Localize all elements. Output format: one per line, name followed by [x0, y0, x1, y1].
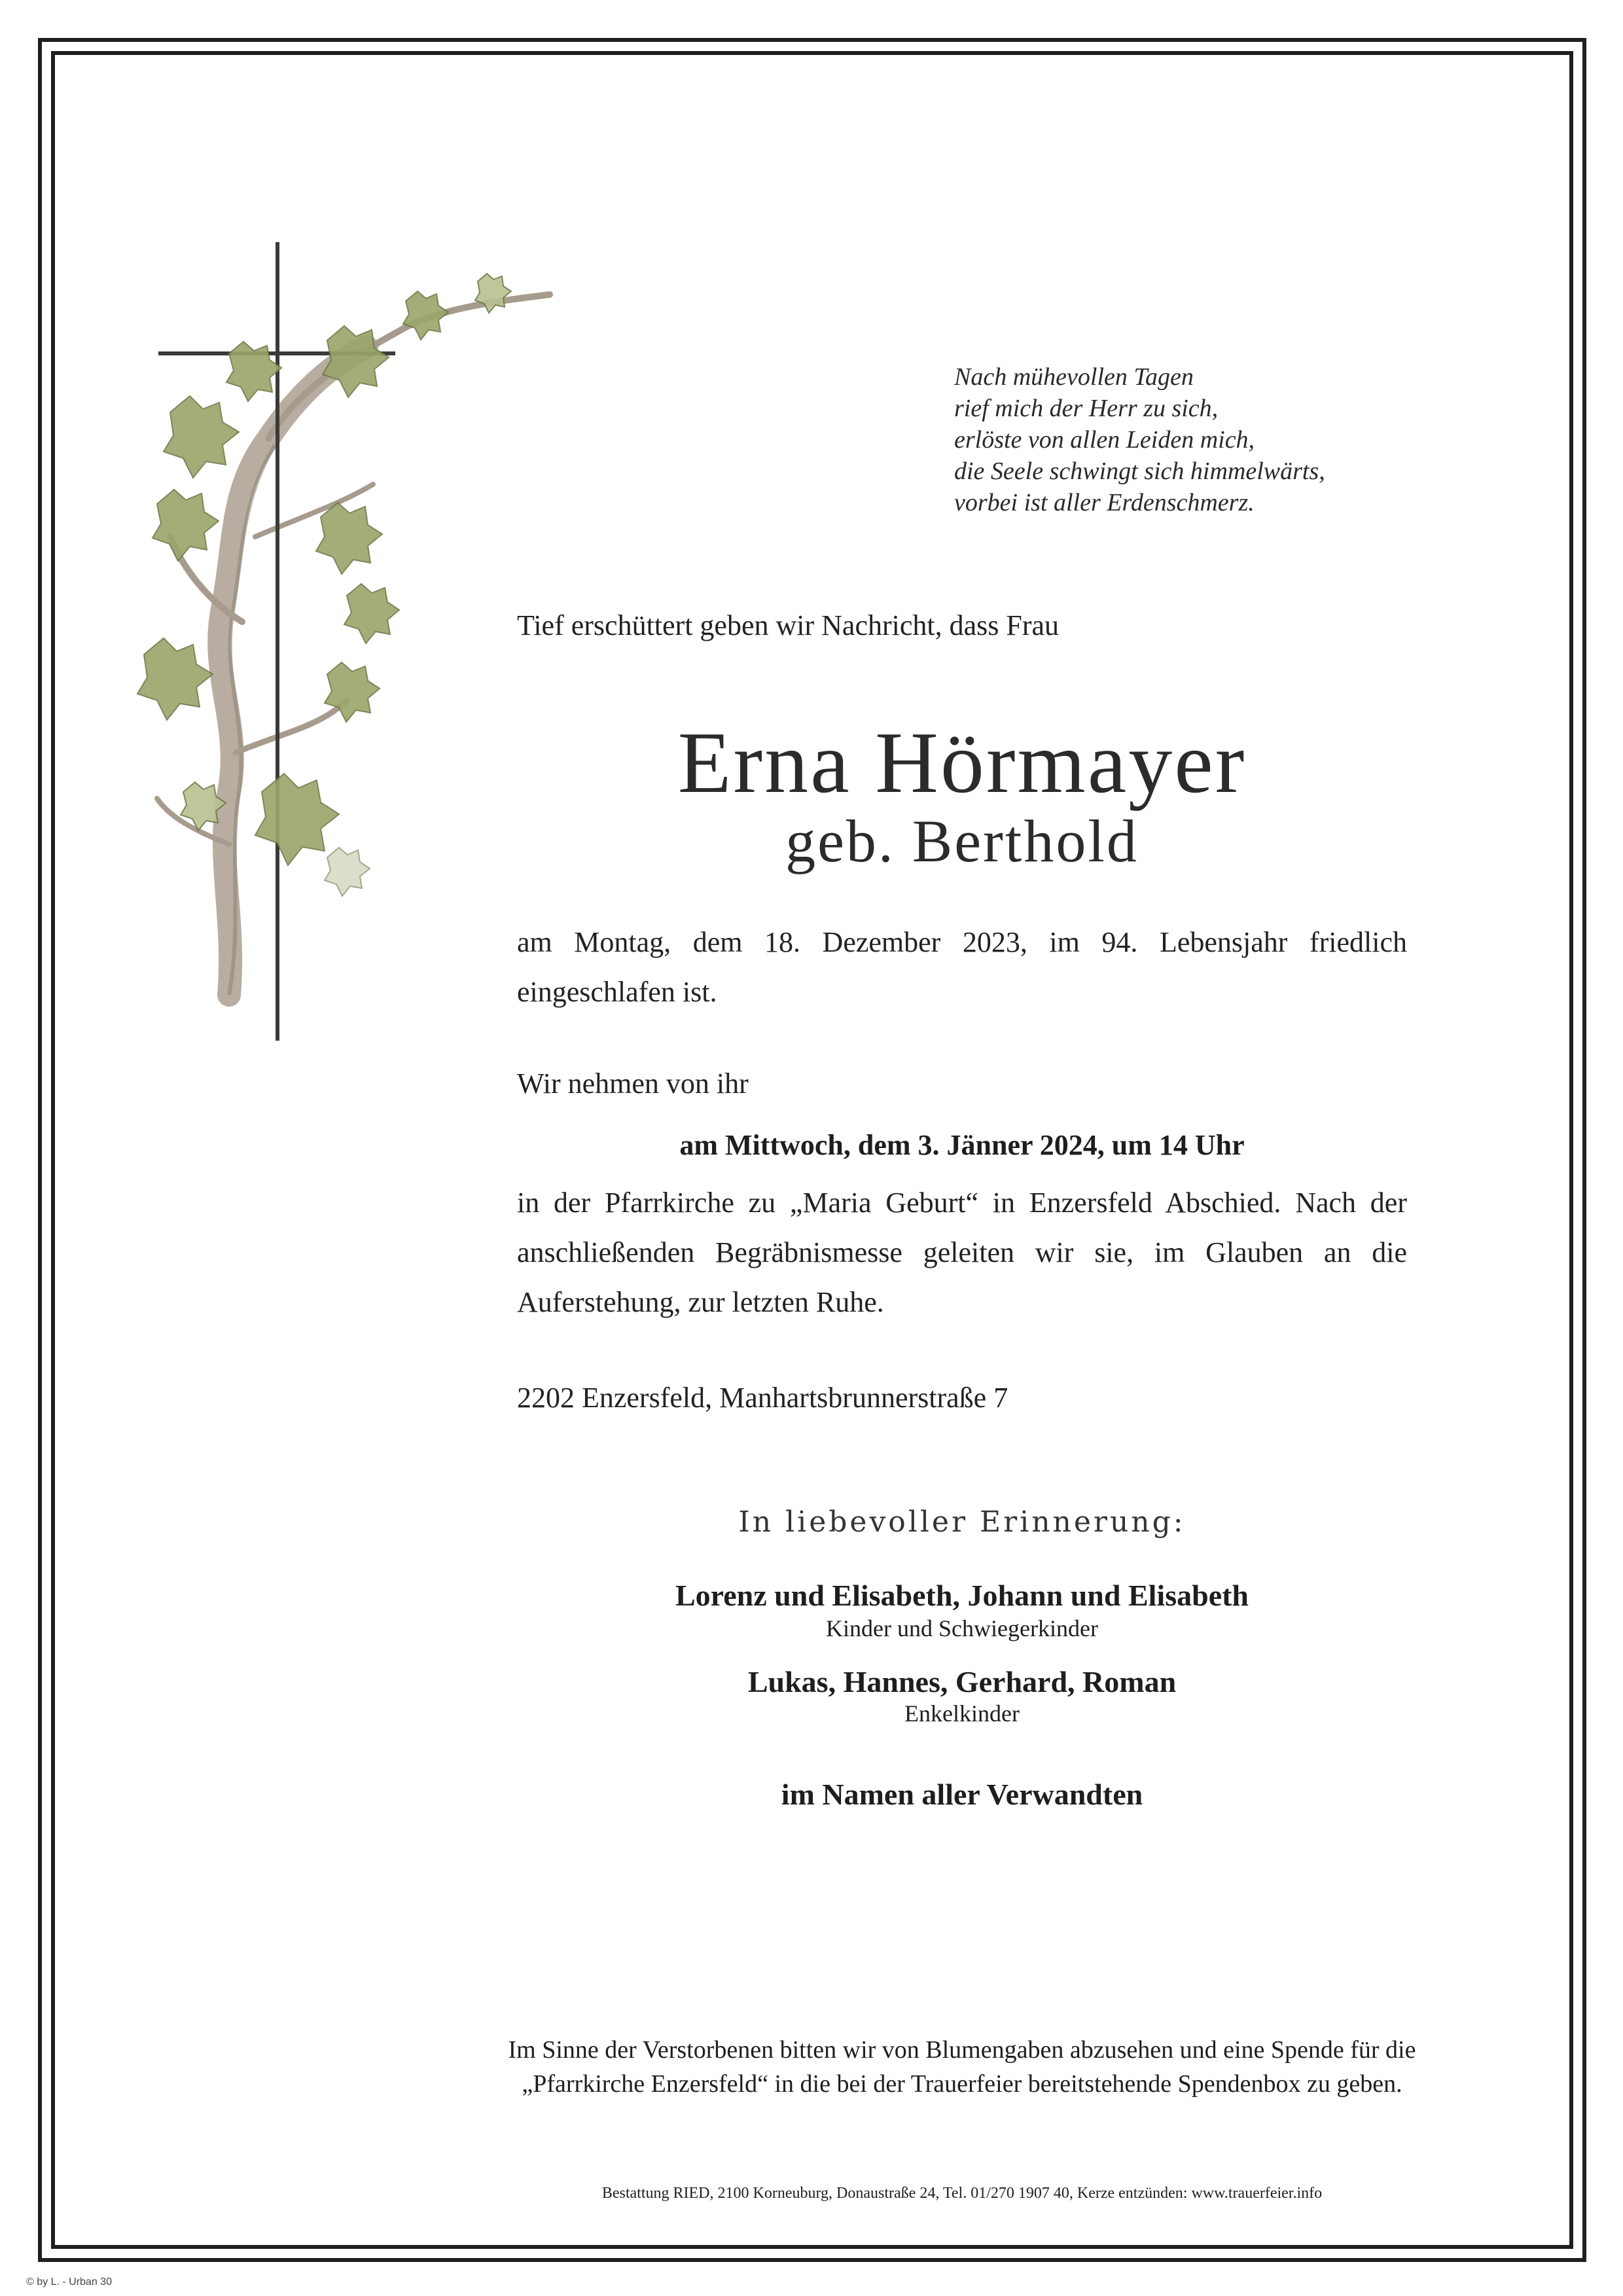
copyright-note: © by L. - Urban 30: [26, 2276, 112, 2287]
family-relation: Kinder und Schwiegerkinder: [826, 1615, 1098, 1641]
farewell-intro: Wir nehmen von ihr: [517, 1067, 749, 1100]
donation-request: Im Sinne der Verstorbenen bitten wir von Blumengaben abzusehen und eine Spende für die „Pfarrkirche Enzersfeld“ in die bei der Trauerfeier bereitstehende Spendenbox zu geben.: [508, 2036, 1416, 2098]
cross-with-vine-illustration: [131, 229, 576, 1047]
vine-trunk: [157, 295, 550, 995]
family-names: Lukas, Hannes, Gerhard, Roman: [747, 1665, 1177, 1698]
funeral-home-footer: Bestattung RIED, 2100 Korneuburg, Donaustraße 24, Tel. 01/270 1907 40, Kerze entzünden: www.trauerfeier.info: [601, 2185, 1323, 2202]
deceased-name: Erna Hörmayer: [677, 714, 1247, 811]
verse-line: rief mich der Herr zu sich,: [954, 395, 1219, 422]
verse-line: vorbei ist aller Erdenschmerz.: [954, 489, 1255, 516]
address: 2202 Enzersfeld, Manhartsbrunnerstraße 7: [517, 1382, 1008, 1414]
verse-line: die Seele schwingt sich himmelwärts,: [954, 457, 1325, 485]
notice-intro: Tief erschüttert geben wir Nachricht, dass Frau: [517, 609, 1060, 641]
family-heading: In liebevoller Erinnerung:: [738, 1505, 1186, 1539]
all-relatives: im Namen aller Verwandten: [781, 1778, 1143, 1811]
birth-name: geb. Berthold: [785, 808, 1139, 874]
verse-line: Nach mühevollen Tagen: [954, 363, 1194, 391]
church-service: in der Pfarrkirche zu „Maria Geburt“ in Enzersfeld Abschied. Nach der anschließenden Begräbnismesse geleiten wir sie, im Glauben an die Auferstehung, zur letzten Ruhe.: [517, 1187, 1407, 1318]
farewell-date: am Mittwoch, dem 3. Jänner 2024, um 14 Uhr: [679, 1129, 1245, 1161]
death-notice: am Montag, dem 18. Dezember 2023, im 94. Lebensjahr friedlich eingeschlafen ist.: [517, 926, 1407, 1008]
verse-line: erlöste von allen Leiden mich,: [954, 426, 1255, 454]
verse: [954, 361, 1478, 518]
family-relation: Enkelkinder: [904, 1700, 1020, 1727]
family-names: Lorenz und Elisabeth, Johann und Elisabeth: [675, 1579, 1249, 1612]
